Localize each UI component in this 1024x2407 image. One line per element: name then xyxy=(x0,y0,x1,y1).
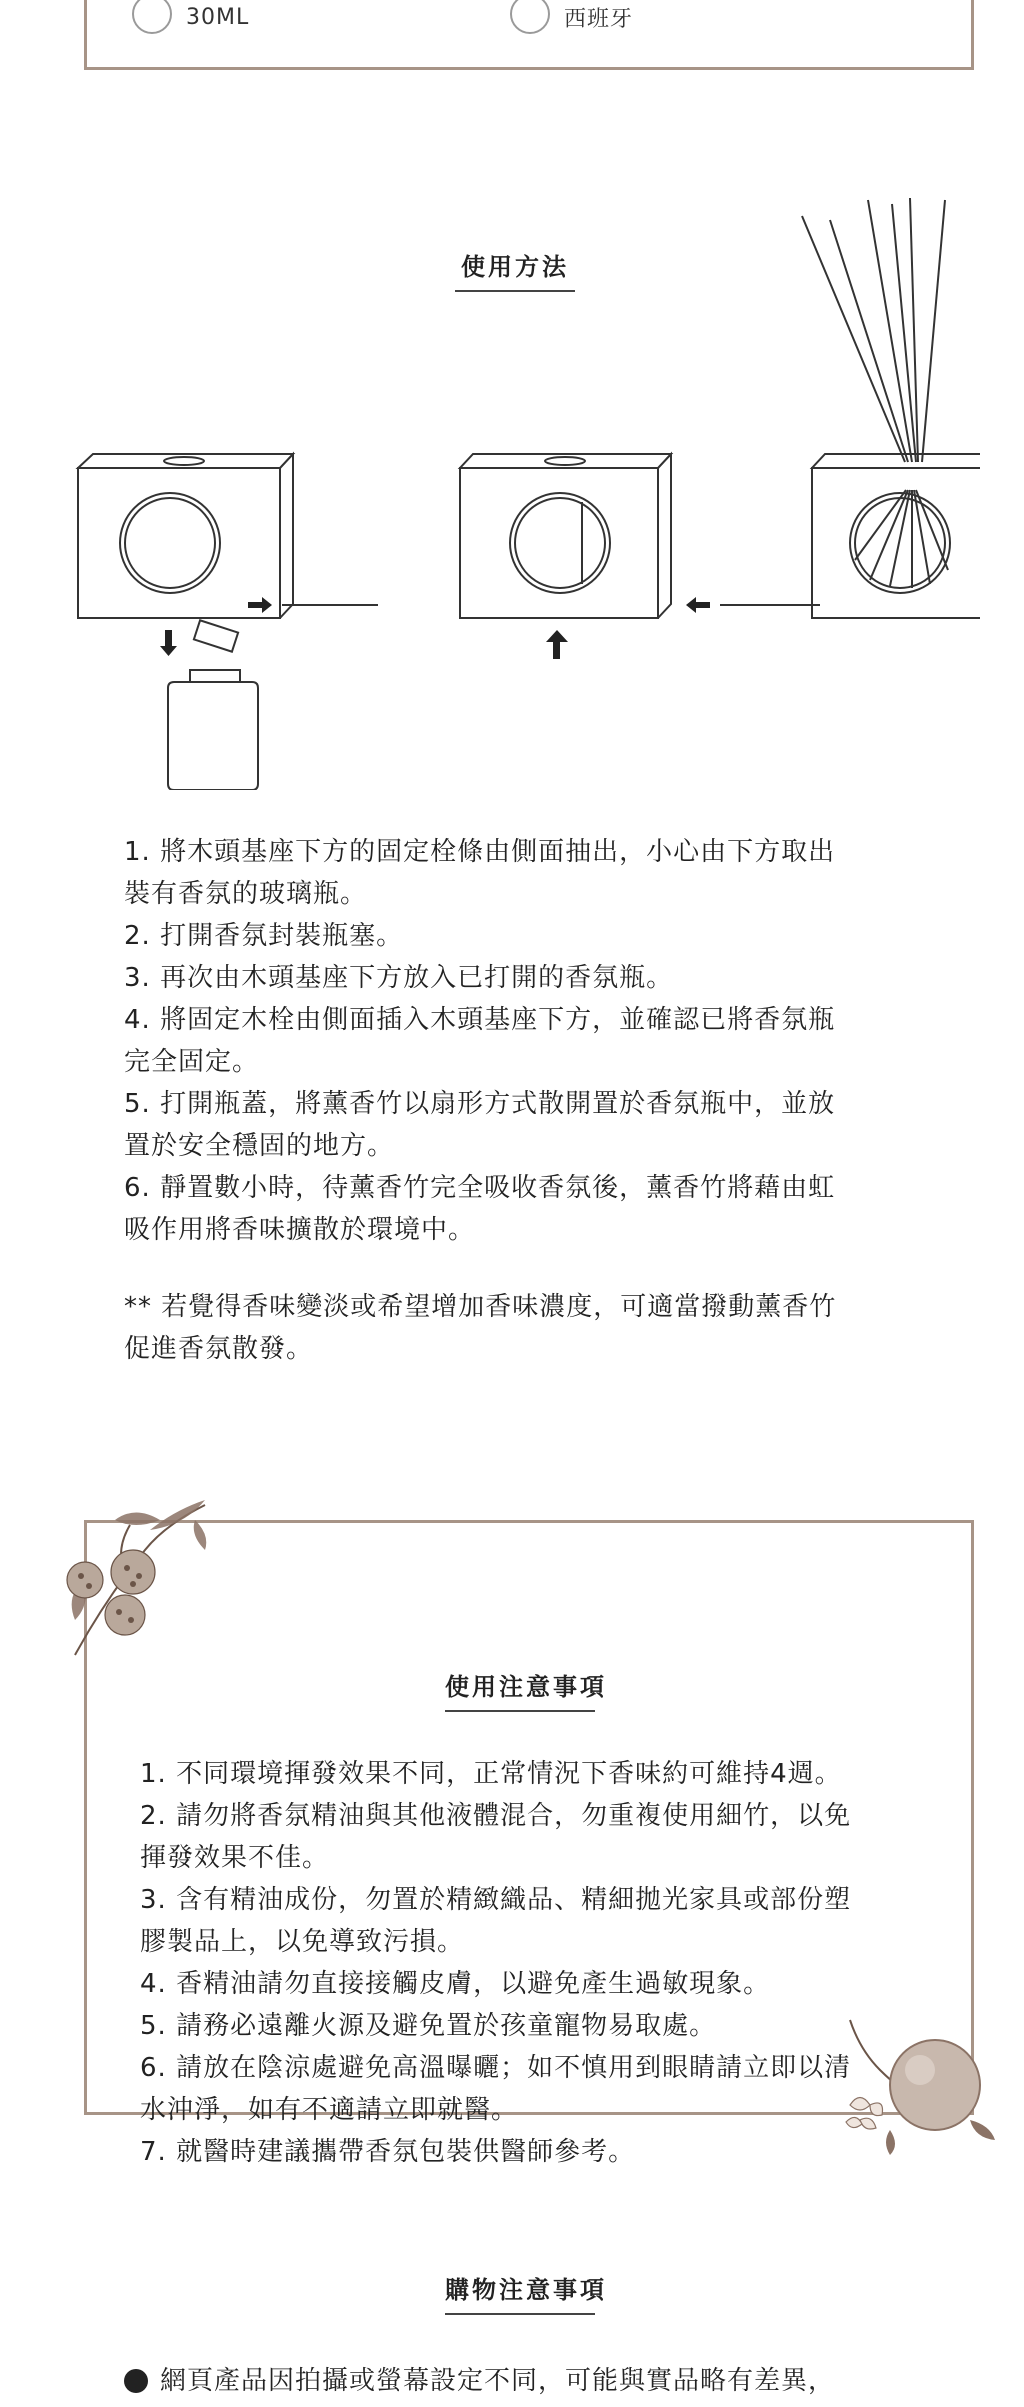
usage-step-line: 5. 打開瓶蓋，將薰香竹以扇形方式散開置於香氛瓶中，並放 xyxy=(124,1089,836,1119)
bottle-cap-icon xyxy=(194,620,238,651)
caution-line: 7. 就醫時建議攜帶香氛包裝供醫師參考。 xyxy=(140,2137,636,2167)
caution-line: 膠製品上，以免導致污損。 xyxy=(140,1927,465,1957)
usage-step-line: 1. 將木頭基座下方的固定栓條由側面抽出，小心由下方取出 xyxy=(124,837,836,867)
caution-line: 揮發效果不佳。 xyxy=(140,1843,330,1873)
wood-base-half-icon xyxy=(460,454,671,618)
usage-note-line: ** 若覺得香味變淡或希望增加香味濃度，可適當撥動薰香竹 xyxy=(124,1292,837,1322)
caution-line: 4. 香精油請勿直接接觸皮膚，以避免產生過敏現象。 xyxy=(140,1969,771,1999)
radio-circle-icon xyxy=(132,0,172,34)
caution-line: 3. 含有精油成份，勿置於精緻織品、精細拋光家具或部份塑 xyxy=(140,1885,852,1915)
caution-list xyxy=(140,1753,960,2173)
usage-step-line: 3. 再次由木頭基座下方放入已打開的香氛瓶。 xyxy=(124,963,674,993)
usage-step-line: 吸作用將香味擴散於環境中。 xyxy=(124,1215,476,1245)
caution-line: 1. 不同環境揮發效果不同，正常情況下香味約可維持4週。 xyxy=(140,1759,842,1789)
usage-step-line: 完全固定。 xyxy=(124,1047,260,1077)
usage-step-line: 6. 靜置數小時，待薰香竹完全吸收香氛後，薰香竹將藉由虹 xyxy=(124,1173,836,1203)
cautions-title: 使用注意事項 xyxy=(445,1667,595,1712)
bullet-icon xyxy=(124,2369,148,2393)
glass-bottle-icon xyxy=(168,670,258,790)
spec-capacity xyxy=(132,4,250,34)
caution-line: 6. 請放在陰涼處避免高溫曝曬；如不慎用到眼睛請立即以清 xyxy=(140,2053,852,2083)
usage-step-line: 2. 打開香氛封裝瓶塞。 xyxy=(124,921,404,951)
usage-steps xyxy=(124,831,924,1251)
shopping-title: 購物注意事項 xyxy=(445,2270,595,2315)
usage-step-line: 裝有香氛的玻璃瓶。 xyxy=(124,879,368,909)
arrow-left-icon xyxy=(686,597,710,613)
arrow-right-icon xyxy=(248,597,272,613)
spec-capacity-label: 30ML xyxy=(186,4,250,30)
usage-step-line: 4. 將固定木栓由側面插入木頭基座下方，並確認已將香氛瓶 xyxy=(124,1005,836,1035)
wood-base-icon xyxy=(78,454,293,618)
spec-origin-label: 西班牙 xyxy=(564,6,634,32)
usage-note xyxy=(124,1286,924,1370)
arrow-up-icon xyxy=(546,630,568,659)
usage-step-line: 置於安全穩固的地方。 xyxy=(124,1131,395,1161)
spec-origin xyxy=(510,6,634,34)
caution-line: 5. 請務必遠離火源及避免置於孩童寵物易取處。 xyxy=(140,2011,717,2041)
usage-note-line: 促進香氛散發。 xyxy=(124,1334,314,1364)
usage-illustration xyxy=(60,190,980,790)
caution-line: 水沖淨，如有不適請立即就醫。 xyxy=(140,2095,519,2125)
shopping-line: 網頁產品因拍攝或螢幕設定不同，可能與實品略有差異， xyxy=(160,2366,836,2396)
berry-branch-illustration xyxy=(55,1480,215,1660)
caution-line: 2. 請勿將香氛精油與其他液體混合，勿重複使用細竹，以免 xyxy=(140,1801,852,1831)
usage-title: 使用方法 xyxy=(455,247,575,292)
arrow-down-icon xyxy=(160,630,177,656)
radio-circle-icon xyxy=(510,0,550,34)
shopping-notice xyxy=(124,2360,1004,2402)
reed-diffuser-icon xyxy=(802,198,980,618)
